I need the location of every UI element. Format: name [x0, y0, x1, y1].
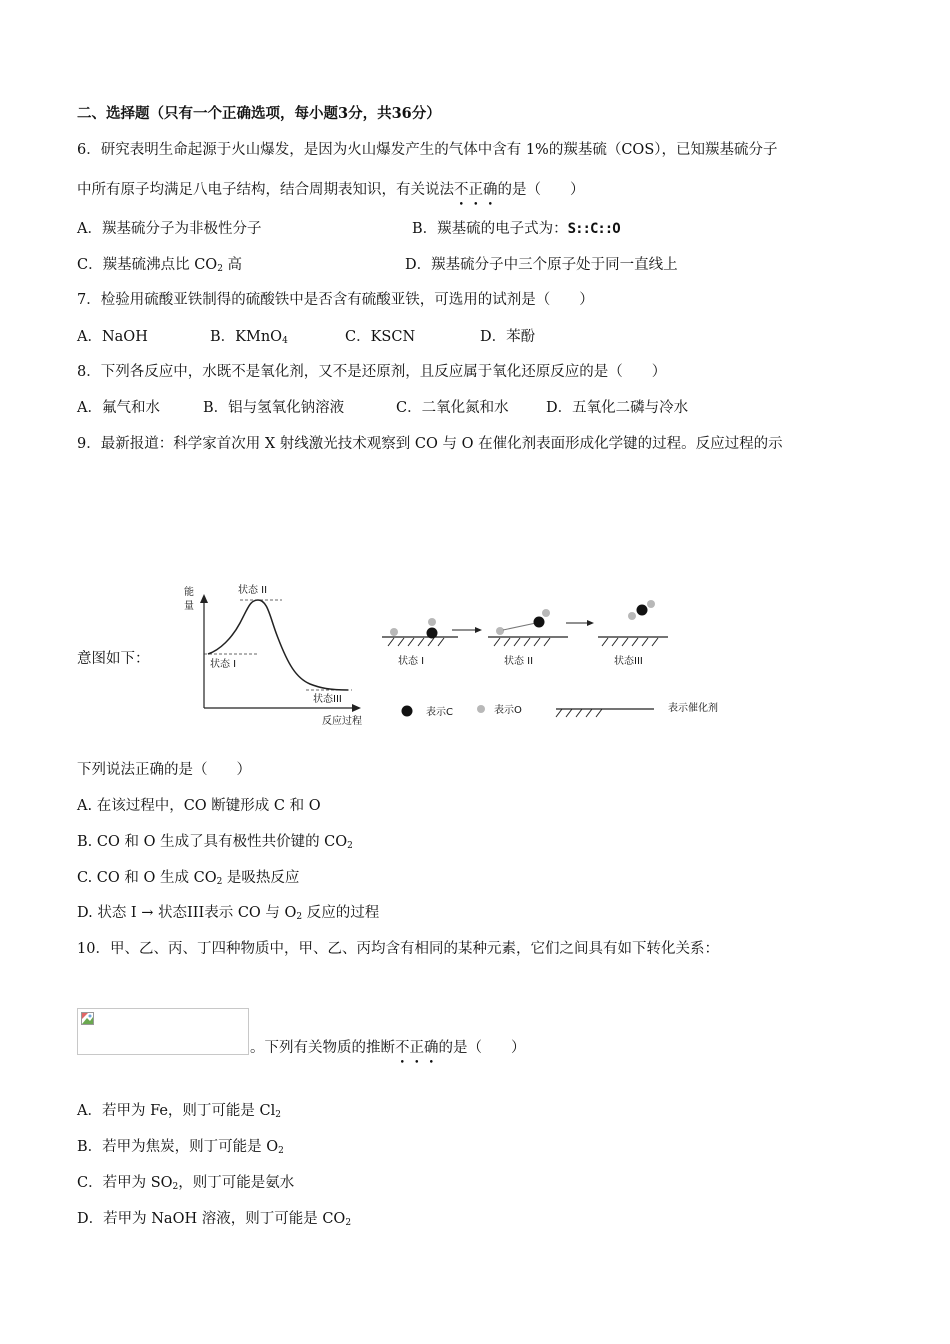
arrow-1-head — [475, 627, 482, 633]
state2-label: 状态 II — [238, 585, 268, 596]
q7-option-a: A．NaOH — [77, 329, 148, 345]
broken-image-icon — [81, 1012, 94, 1025]
reaction-diagram — [170, 578, 750, 738]
legend-catalyst-hatch — [556, 709, 602, 717]
legend-catalyst-label: 表示催化剂 — [668, 703, 718, 714]
c-atom — [637, 605, 648, 616]
y-axis-arrow — [200, 594, 208, 603]
q10-stem-text: 。下列有关物质的推断 — [250, 1040, 395, 1056]
legend-o-label: 表示O — [494, 705, 522, 716]
q8-option-c: C．二氧化氮和水 — [396, 400, 509, 416]
subscript: 2 — [275, 1110, 282, 1120]
q9-option-c-tail: 是吸热反应 — [222, 870, 300, 886]
o-atom — [542, 609, 550, 617]
catalyst-hatch-3 — [602, 638, 658, 646]
o-atom — [628, 612, 636, 620]
subscript: 2 — [296, 912, 303, 922]
q9-option-c — [77, 868, 299, 892]
q6-option-c-text: C．羰基硫沸点比 CO — [77, 257, 218, 273]
energy-curve — [208, 600, 348, 690]
q9-option-d — [77, 903, 379, 927]
q9-stem: 9．最新报道：科学家首次用 X 射线激光技术观察到 CO 与 O 在催化剂表面形成化学键的过程。反应过程的示 — [77, 436, 783, 452]
q9-option-b — [77, 832, 353, 856]
c-atom — [534, 617, 545, 628]
q6-option-c — [77, 255, 242, 279]
conversion-image-placeholder — [77, 1008, 249, 1055]
emphasis-char: 确 — [424, 1040, 439, 1056]
bond-forming — [503, 623, 536, 630]
subscript: 4 — [282, 336, 288, 346]
subscript: 2 — [345, 1218, 352, 1228]
o-atom — [390, 628, 398, 636]
q10-option-c — [77, 1173, 294, 1197]
q10-stem: 10．甲、乙、丙、丁四种物质中，甲、乙、丙均含有相同的某种元素，它们之间具有如下转化关系： — [77, 941, 719, 957]
subscript: 2 — [216, 877, 223, 887]
emphasis-char: 不 — [454, 182, 469, 198]
q10-option-a — [77, 1101, 281, 1125]
q8-option-b: B．铝与氢氧化钠溶液 — [203, 400, 345, 416]
arrow-2-head — [587, 620, 594, 626]
electron-formula: S::C::O — [567, 221, 620, 237]
q6-stem-text: 中所有原子均满足八电子结构，结合周期表知识，有关说法 — [77, 182, 454, 198]
catalyst-hatch-1 — [388, 638, 444, 646]
q10-option-c-text: C．若甲为 SO — [77, 1175, 173, 1191]
q7-option-b-text: B．KMnO — [210, 329, 283, 345]
q10-option-a-text: A．若甲为 Fe，则丁可能是 Cl — [77, 1103, 276, 1119]
legend-o-swatch — [477, 705, 485, 713]
state2-caption: 状态 II — [504, 656, 534, 667]
q10-stem-tail: 的是（ ） — [438, 1040, 526, 1056]
q6-option-a: A．羰基硫分子为非极性分子 — [77, 221, 262, 237]
q9-option-c-text: C. CO 和 O 生成 CO — [77, 870, 217, 886]
q10-option-c-tail: ，则丁可能是氨水 — [178, 1175, 295, 1191]
q7-stem: 7．检验用硫酸亚铁制得的硫酸铁中是否含有硫酸亚铁，可选用的试剂是（ ） — [77, 292, 594, 308]
q6-option-d: D．羰基硫分子中三个原子处于同一直线上 — [405, 257, 678, 273]
y-axis-label-2: 量 — [184, 601, 194, 612]
q6-option-c-tail: 高 — [222, 257, 243, 273]
x-axis-label: 反应过程 — [322, 716, 362, 727]
emphasis-char: 正 — [409, 1040, 424, 1056]
q10-option-b-text: B．若甲为焦炭，则丁可能是 O — [77, 1139, 279, 1155]
state3-label: 状态III — [313, 694, 342, 705]
q8-option-a: A．氟气和水 — [77, 400, 160, 416]
q8-stem: 8．下列各反应中，水既不是氧化剂，又不是还原剂，且反应属于氧化还原反应的是（ ） — [77, 364, 667, 380]
q6-option-b — [412, 219, 620, 239]
legend-c-swatch — [402, 706, 413, 717]
o-atom — [496, 627, 504, 635]
subscript: 2 — [278, 1146, 284, 1156]
q10-option-d — [77, 1209, 351, 1233]
q6-stem-line1: 6．研究表明生命起源于火山爆发，是因为火山爆发产生的气体中含有 1%的羰基硫（COS），已知羰基硫分子 — [77, 142, 778, 158]
q6-stem-line2 — [77, 180, 585, 200]
state1-caption: 状态 I — [398, 656, 425, 667]
section-title: 二、选择题（只有一个正确选项，每小题3分，共36分） — [77, 105, 441, 122]
q10-option-d-text: D．若甲为 NaOH 溶液，则丁可能是 CO — [77, 1211, 346, 1227]
y-axis-label-1: 能 — [184, 587, 194, 598]
q7-option-c: C．KSCN — [345, 329, 416, 345]
q6-stem-tail: 的是（ ） — [497, 182, 585, 198]
x-axis-arrow — [352, 704, 361, 712]
emphasis-char: 不 — [395, 1040, 410, 1056]
legend-c-label: 表示C — [426, 707, 453, 718]
q6-option-b-text: B．羰基硫的电子式为： — [412, 221, 568, 237]
catalyst-hatch-2 — [494, 638, 550, 646]
subscript: 2 — [172, 1182, 179, 1192]
subscript: 2 — [217, 264, 223, 274]
o-atom — [647, 600, 655, 608]
q9-option-b-text: B. CO 和 O 生成了具有极性共价键的 CO — [77, 834, 348, 850]
o-atom — [428, 618, 436, 626]
state3-caption: 状态III — [614, 656, 643, 667]
q10-stem-after — [250, 1038, 526, 1058]
q9-diagram-intro: 意图如下： — [77, 651, 150, 667]
subscript: 2 — [347, 841, 353, 851]
c-atom — [427, 628, 438, 639]
q7-option-b — [210, 327, 288, 351]
q10-option-b — [77, 1137, 284, 1161]
state1-label: 状态 I — [210, 659, 237, 670]
q7-option-d: D．苯酚 — [480, 329, 536, 345]
emphasis-char: 确 — [483, 182, 498, 198]
q8-option-d: D．五氧化二磷与冷水 — [546, 400, 689, 416]
emphasis-char: 正 — [468, 182, 483, 198]
q9-question: 下列说法正确的是（ ） — [77, 762, 251, 778]
q9-option-d-text: D. 状态 I → 状态III表示 CO 与 O — [77, 905, 297, 921]
q9-option-a: A. 在该过程中，CO 断键形成 C 和 O — [77, 798, 321, 814]
q9-option-d-tail: 反应的过程 — [302, 905, 380, 921]
